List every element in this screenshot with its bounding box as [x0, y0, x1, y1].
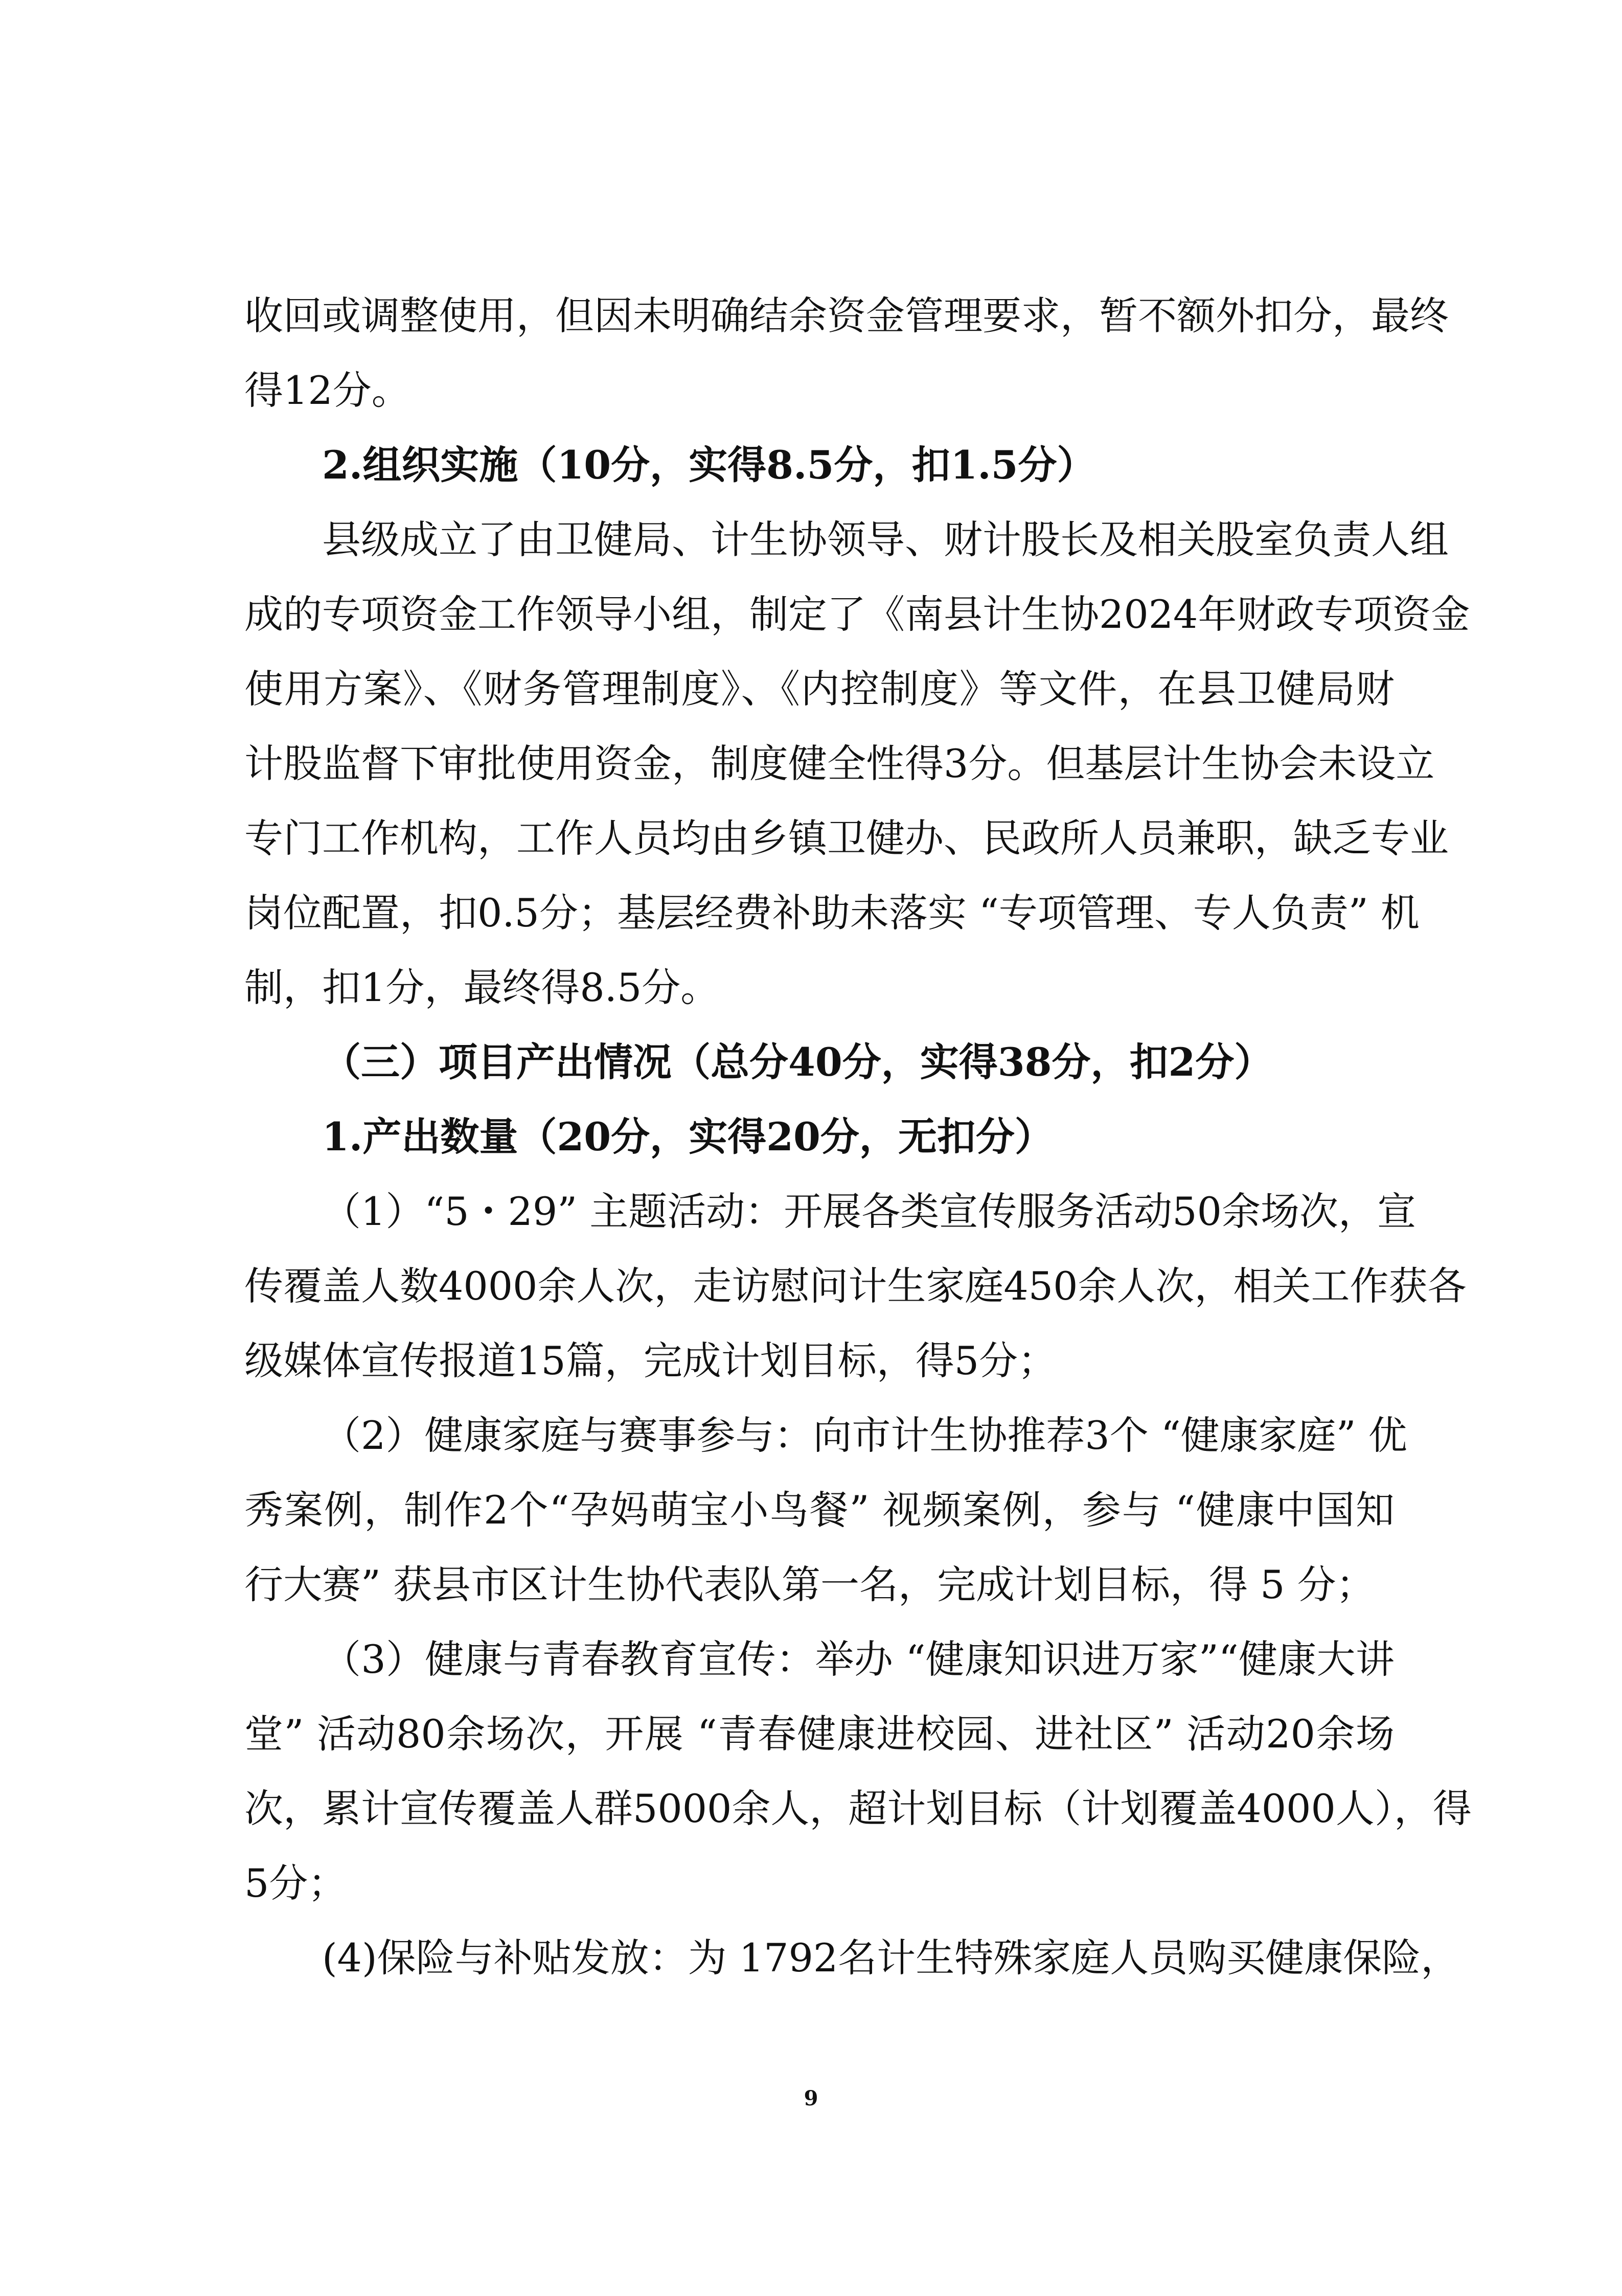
paragraph-line: 制，扣1分，最终得8.5分。	[244, 965, 720, 1010]
paragraph-line: 成的专项资金工作领导小组，制定了《南县计生协2024年财政专项资金	[244, 592, 1470, 637]
paragraph-line: 传覆盖人数4000余人次，走访慰问计生家庭450余人次，相关工作获各	[244, 1263, 1467, 1309]
paragraph-line: 县级成立了由卫健局、计生协领导、财计股长及相关股室负责人组	[322, 517, 1449, 562]
page-number: 9	[804, 2086, 818, 2110]
paragraph-line: 岗位配置，扣0.5分；基层经费补助未落实 “专项管理、专人负责” 机	[244, 890, 1420, 936]
paragraph-line: 5分；	[244, 1860, 347, 1906]
paragraph-line: （1）“5・29” 主题活动：开展各类宣传服务活动50余场次，宣	[322, 1189, 1416, 1234]
paragraph-line: 次，累计宣传覆盖人群5000余人，超计划目标（计划覆盖4000人），得	[244, 1786, 1472, 1831]
section-heading: 2.组织实施（10分，实得8.5分，扣1.5分）	[322, 442, 1096, 488]
paragraph-line: 使用方案》、《财务管理制度》、《内控制度》等文件，在县卫健局财	[244, 666, 1395, 712]
paragraph-line: （3）健康与青春教育宣传：举办 “健康知识进万家”“健康大讲	[322, 1636, 1395, 1682]
paragraph-line: 收回或调整使用，但因未明确结余资金管理要求，暂不额外扣分，最终	[244, 293, 1449, 338]
section-heading: （三）项目产出情况（总分40分，实得38分，扣2分）	[322, 1039, 1273, 1085]
paragraph-line: (4)保险与补贴发放：为 1792名计生特殊家庭人员购买健康保险，	[322, 1935, 1460, 1981]
paragraph-line: 堂” 活动80余场次，开展 “青春健康进校园、进社区” 活动20余场	[244, 1711, 1395, 1757]
subsection-heading: 1.产出数量（20分，实得20分，无扣分）	[322, 1114, 1054, 1160]
paragraph-line: 秀案例，制作2个“孕妈萌宝小鸟餐” 视频案例，参与 “健康中国知	[244, 1487, 1395, 1533]
paragraph-line: 专门工作机构，工作人员均由乡镇卫健办、民政所人员兼职，缺乏专业	[244, 815, 1449, 861]
paragraph-line: 行大赛” 获县市区计生协代表队第一名，完成计划目标，得 5 分；	[244, 1562, 1375, 1607]
paragraph-line: （2）健康家庭与赛事参与：向市计生协推荐3个 “健康家庭” 优	[322, 1413, 1407, 1458]
paragraph-line: 得12分。	[244, 368, 410, 413]
paragraph-line: 计股监督下审批使用资金，制度健全性得3分。但基层计生协会未设立	[244, 741, 1435, 786]
document-body	[244, 279, 1472, 1995]
paragraph-line: 级媒体宣传报道15篇，完成计划目标，得5分；	[244, 1338, 1057, 1383]
